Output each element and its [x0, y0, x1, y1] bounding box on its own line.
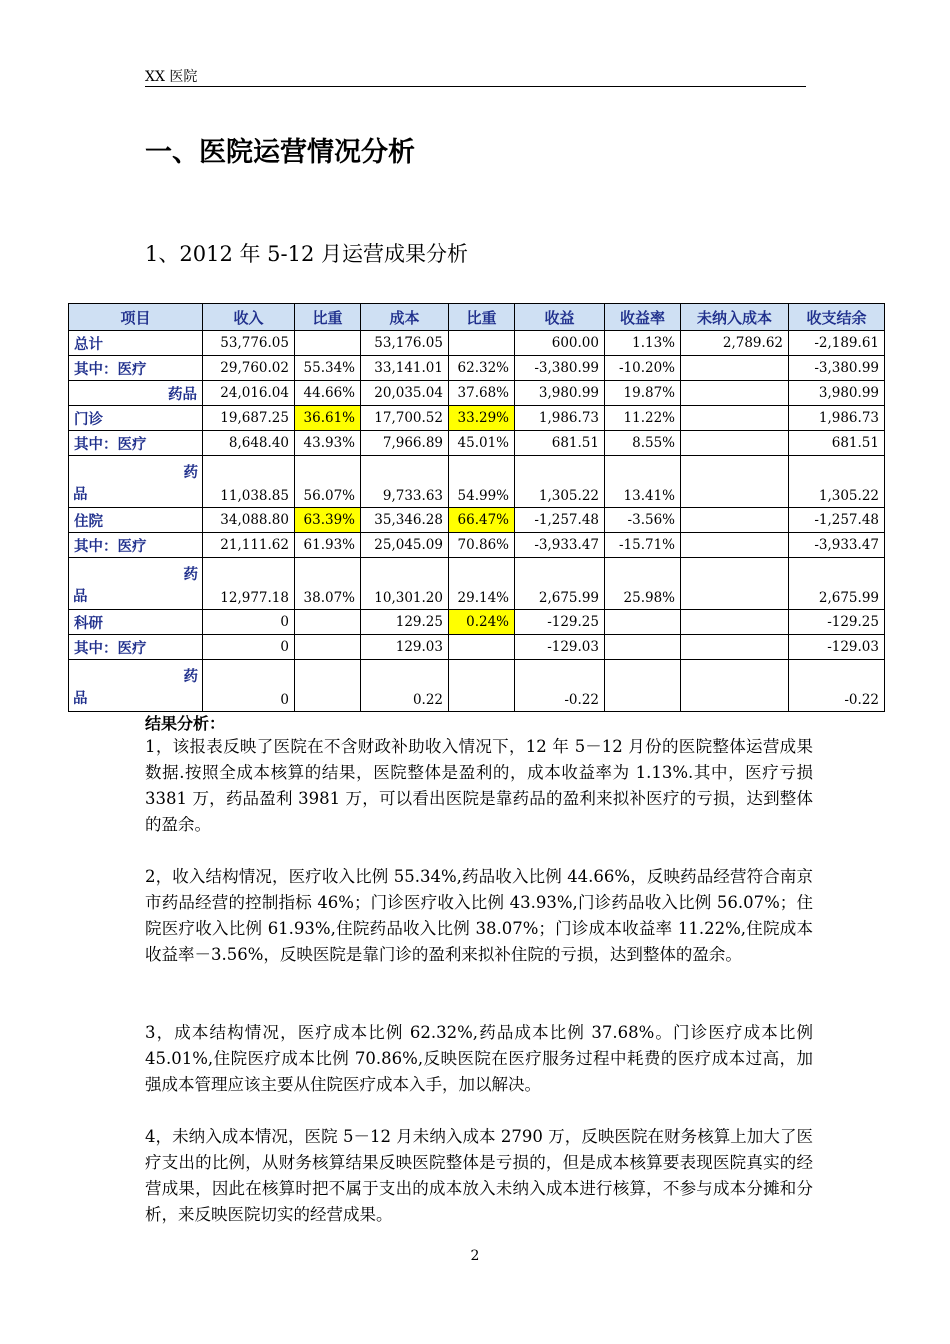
cell-balance: -2,189.61 [789, 331, 885, 356]
cell-balance: 681.51 [789, 431, 885, 456]
col-header-cost: 成本 [361, 304, 449, 331]
cell-balance: 2,675.99 [789, 558, 885, 610]
cell-profit: 2,675.99 [515, 558, 605, 610]
cell-income-share [295, 610, 361, 635]
row-label: 住院 [69, 508, 203, 533]
cell-cost: 17,700.52 [361, 406, 449, 431]
cell-income: 29,760.02 [203, 356, 295, 381]
cell-income-share-highlighted: 63.39% [295, 508, 361, 533]
cell-cost: 129.25 [361, 610, 449, 635]
header-org: XX 医院 [145, 69, 198, 85]
cell-cost-share: 54.99% [449, 456, 515, 508]
cell-income: 8,648.40 [203, 431, 295, 456]
analysis-paragraph-1: 1，该报表反映了医院在不含财政补助收入情况下，12 年 5－12 月份的医院整体运营成果数据.按照全成本核算的结果，医院整体是盈利的，成本收益率为 1.13%.其中，医疗亏损 3381 万，药品盈利 3981 万，可以看出医院是靠药品的盈利来拟补医疗的亏损，达到整体的盈余。 [145, 737, 813, 834]
table-row [69, 406, 885, 431]
cell-income: 0 [203, 610, 295, 635]
cell-income-share: 61.93% [295, 533, 361, 558]
cell-uncounted-cost [681, 456, 789, 508]
cell-income-share: 56.07% [295, 456, 361, 508]
cell-profit-rate [605, 635, 681, 660]
cell-income: 0 [203, 635, 295, 660]
row-label-part-a: 药 [183, 465, 198, 481]
table-row [69, 508, 885, 533]
cell-uncounted-cost [681, 431, 789, 456]
cell-balance: -0.22 [789, 660, 885, 712]
cell-cost-share-highlighted: 66.47% [449, 508, 515, 533]
table-header-row [69, 304, 885, 331]
cell-balance: 3,980.99 [789, 381, 885, 406]
col-header-profit: 收益 [515, 304, 605, 331]
cell-profit: 3,980.99 [515, 381, 605, 406]
col-header-uncounted-cost: 未纳入成本 [681, 304, 789, 331]
cell-profit: -129.25 [515, 610, 605, 635]
table-row [69, 381, 885, 406]
table-row [69, 610, 885, 635]
cell-uncounted-cost [681, 381, 789, 406]
row-label: 总计 [69, 331, 203, 356]
cell-income-share [295, 331, 361, 356]
cell-income-share-highlighted: 36.61% [295, 406, 361, 431]
cell-uncounted-cost [681, 635, 789, 660]
cell-cost: 35,346.28 [361, 508, 449, 533]
row-label: 其中：医疗 [69, 533, 203, 558]
cell-income: 21,111.62 [203, 533, 295, 558]
cell-profit: 1,986.73 [515, 406, 605, 431]
header-rule [145, 86, 806, 87]
cell-profit-rate [605, 660, 681, 712]
cell-cost-share: 62.32% [449, 356, 515, 381]
cell-balance: -3,380.99 [789, 356, 885, 381]
row-label-part-b: 品 [73, 691, 88, 707]
col-header-balance: 收支结余 [789, 304, 885, 331]
cell-income-share [295, 635, 361, 660]
row-label: 其中：医疗 [69, 431, 203, 456]
cell-cost: 10,301.20 [361, 558, 449, 610]
cell-income-share [295, 660, 361, 712]
page-title: 一、医院运营情况分析 [145, 137, 415, 168]
cell-uncounted-cost: 2,789.62 [681, 331, 789, 356]
row-label-wrapped [69, 558, 203, 610]
cell-cost: 9,733.63 [361, 456, 449, 508]
col-header-cost-share: 比重 [449, 304, 515, 331]
cell-uncounted-cost [681, 660, 789, 712]
cell-profit: -0.22 [515, 660, 605, 712]
cell-cost: 33,141.01 [361, 356, 449, 381]
cell-income-share: 44.66% [295, 381, 361, 406]
cell-cost-share-highlighted: 0.24% [449, 610, 515, 635]
cell-profit-rate [605, 610, 681, 635]
row-label-wrapped [69, 660, 203, 712]
cell-cost: 20,035.04 [361, 381, 449, 406]
table-row [69, 431, 885, 456]
table-row [69, 356, 885, 381]
cell-profit-rate: 11.22% [605, 406, 681, 431]
col-header-income-share: 比重 [295, 304, 361, 331]
cell-profit: 600.00 [515, 331, 605, 356]
cell-profit: 681.51 [515, 431, 605, 456]
cell-cost-share: 29.14% [449, 558, 515, 610]
col-header-income: 收入 [203, 304, 295, 331]
cell-profit: -3,933.47 [515, 533, 605, 558]
cell-income: 34,088.80 [203, 508, 295, 533]
table-row [69, 331, 885, 356]
table-row [69, 533, 885, 558]
cell-income: 0 [203, 660, 295, 712]
cell-cost-share-highlighted: 33.29% [449, 406, 515, 431]
cell-balance: 1,986.73 [789, 406, 885, 431]
cell-profit-rate: 13.41% [605, 456, 681, 508]
cell-cost: 129.03 [361, 635, 449, 660]
cell-income: 12,977.18 [203, 558, 295, 610]
cell-cost: 25,045.09 [361, 533, 449, 558]
cell-uncounted-cost [681, 533, 789, 558]
cell-cost: 53,176.05 [361, 331, 449, 356]
row-label: 门诊 [69, 406, 203, 431]
cell-balance: -129.03 [789, 635, 885, 660]
cell-cost-share [449, 660, 515, 712]
cell-uncounted-cost [681, 558, 789, 610]
page-number: 2 [470, 1248, 480, 1264]
cell-balance: -129.25 [789, 610, 885, 635]
cell-cost: 0.22 [361, 660, 449, 712]
cell-profit: 1,305.22 [515, 456, 605, 508]
cell-profit-rate: 25.98% [605, 558, 681, 610]
cell-profit-rate: -10.20% [605, 356, 681, 381]
cell-profit-rate: 1.13% [605, 331, 681, 356]
col-header-profit-rate: 收益率 [605, 304, 681, 331]
cell-uncounted-cost [681, 610, 789, 635]
row-label: 其中：医疗 [69, 635, 203, 660]
cell-balance: 1,305.22 [789, 456, 885, 508]
row-label: 其中：医疗 [69, 356, 203, 381]
row-label: 科研 [69, 610, 203, 635]
cell-cost-share [449, 635, 515, 660]
cell-profit-rate: 8.55% [605, 431, 681, 456]
cell-cost-share: 45.01% [449, 431, 515, 456]
cell-income-share: 55.34% [295, 356, 361, 381]
operation-results-table [68, 303, 885, 712]
cell-uncounted-cost [681, 508, 789, 533]
row-label-wrapped [69, 456, 203, 508]
analysis-paragraph-2: 2，收入结构情况，医疗收入比例 55.34%,药品收入比例 44.66%，反映药品经营符合南京市药品经营的控制指标 46%；门诊医疗收入比例 43.93%,门诊药品收入比例 56.07%；住院医疗收入比例 61.93%,住院药品收入比例 38.07%；门诊成本收益率 11.22%,住院成本收益率－3.56%，反映医院是靠门诊的盈利来拟补住院的亏损，达到整体的盈余。 [145, 867, 813, 964]
row-label-part-b: 品 [73, 487, 88, 503]
cell-profit: -3,380.99 [515, 356, 605, 381]
cell-profit-rate: -15.71% [605, 533, 681, 558]
cell-profit: -129.03 [515, 635, 605, 660]
cell-profit-rate: -3.56% [605, 508, 681, 533]
analysis-title: 结果分析： [145, 714, 226, 733]
cell-cost: 7,966.89 [361, 431, 449, 456]
section-subtitle: 1、2012 年 5-12 月运营成果分析 [145, 242, 469, 266]
cell-income: 11,038.85 [203, 456, 295, 508]
cell-profit-rate: 19.87% [605, 381, 681, 406]
cell-balance: -3,933.47 [789, 533, 885, 558]
table-row [69, 635, 885, 660]
cell-income-share: 43.93% [295, 431, 361, 456]
analysis-paragraph-3: 3，成本结构情况，医疗成本比例 62.32%,药品成本比例 37.68%。门诊医疗成本比例 45.01%,住院医疗成本比例 70.86%,反映医院在医疗服务过程中耗费的医疗成本过高，加强成本管理应该主要从住院医疗成本入手，加以解决。 [145, 1023, 813, 1094]
table-row [69, 660, 885, 712]
cell-income: 53,776.05 [203, 331, 295, 356]
analysis-paragraph-4: 4，未纳入成本情况，医院 5－12 月未纳入成本 2790 万，反映医院在财务核算上加大了医疗支出的比例，从财务核算结果反映医院整体是亏损的，但是成本核算要表现医院真实的经营成果，因此在核算时把不属于支出的成本放入未纳入成本进行核算，不参与成本分摊和分析，来反映医院切实的经营成果。 [145, 1127, 813, 1224]
cell-cost-share: 70.86% [449, 533, 515, 558]
row-label-part-b: 品 [73, 589, 88, 605]
col-header-item: 项目 [69, 304, 203, 331]
cell-income: 19,687.25 [203, 406, 295, 431]
cell-profit: -1,257.48 [515, 508, 605, 533]
cell-balance: -1,257.48 [789, 508, 885, 533]
cell-income-share: 38.07% [295, 558, 361, 610]
table-row [69, 558, 885, 610]
row-label: 药品 [69, 381, 203, 406]
cell-income: 24,016.04 [203, 381, 295, 406]
row-label-part-a: 药 [183, 669, 198, 685]
cell-uncounted-cost [681, 406, 789, 431]
cell-uncounted-cost [681, 356, 789, 381]
cell-cost-share [449, 331, 515, 356]
table-row [69, 456, 885, 508]
cell-cost-share: 37.68% [449, 381, 515, 406]
row-label-part-a: 药 [183, 567, 198, 583]
